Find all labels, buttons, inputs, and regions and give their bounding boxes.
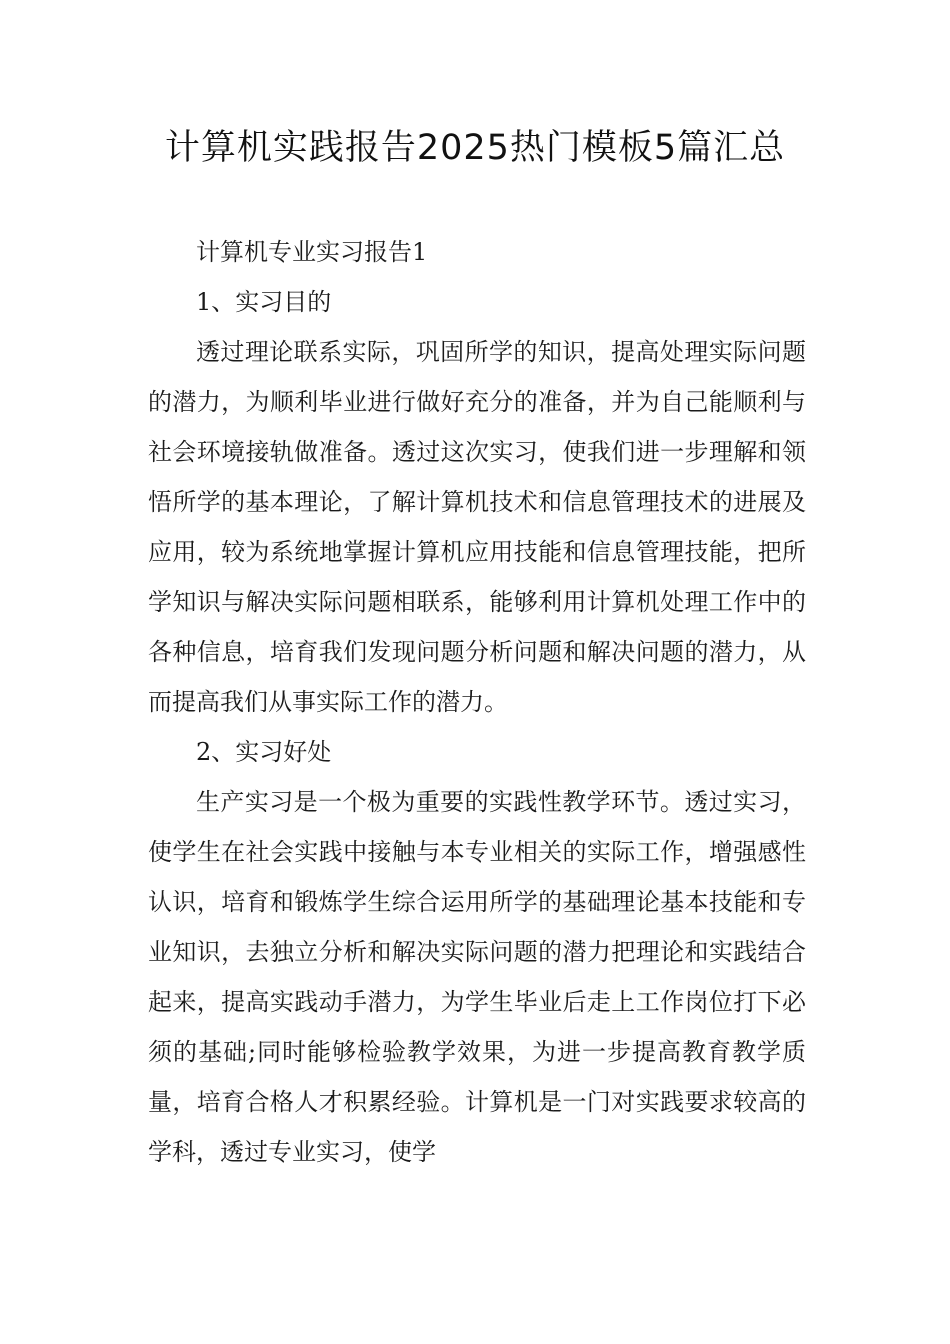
document-title: 计算机实践报告2025热门模板5篇汇总 xyxy=(164,128,786,168)
section-heading-benefits: 2、实习好处 xyxy=(196,738,332,766)
document-body xyxy=(148,227,806,1177)
report-heading: 计算机专业实习报告1 xyxy=(196,238,428,266)
paragraph-purpose: 透过理论联系实际，巩固所学的知识，提高处理实际问题的潜力，为顺利毕业进行做好充分的准备，并为自己能顺利与社会环境接轨做准备。透过这次实习，使我们进一步理解和领悟所学的基本理论，了解计算机技术和信息管理技术的进展及应用，较为系统地掌握计算机应用技能和信息管理技能，把所学知识与解决实际问题相联系，能够利用计算机处理工作中的各种信息，培育我们发现问题分析问题和解决问题的潜力，从而提高我们从事实际工作的潜力。 xyxy=(148,338,806,716)
section-heading-purpose: 1、实习目的 xyxy=(196,288,332,316)
paragraph-benefits: 生产实习是一个极为重要的实践性教学环节。透过实习，使学生在社会实践中接触与本专业相关的实际工作，增强感性认识，培育和锻炼学生综合运用所学的基础理论基本技能和专业知识，去独立分析和解决实际问题的潜力把理论和实践结合起来，提高实践动手潜力，为学生毕业后走上工作岗位打下必须的基础;同时能够检验教学效果，为进一步提高教育教学质量，培育合格人才积累经验。计算机是一门对实践要求较高的学科，透过专业实习，使学 xyxy=(148,788,806,1166)
